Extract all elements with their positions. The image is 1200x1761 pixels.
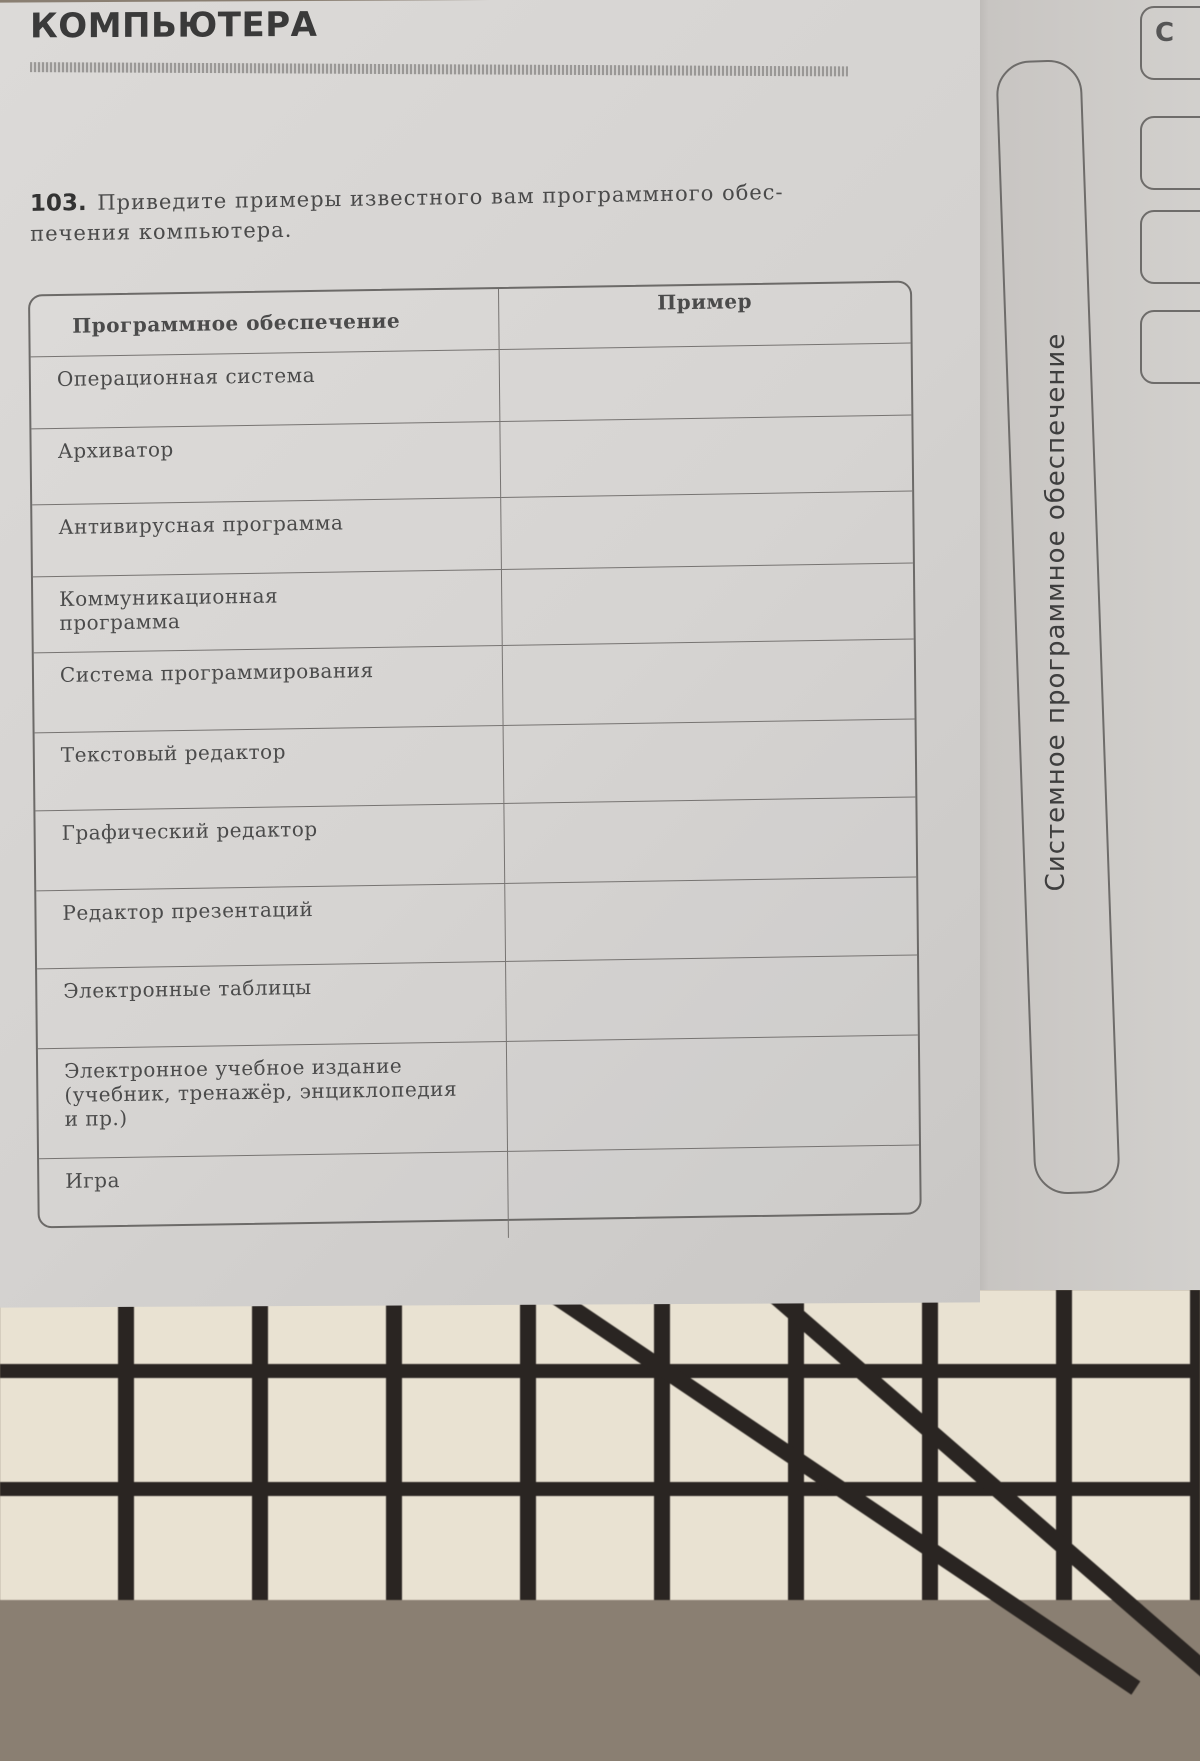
software-cell: Антивирусная программа bbox=[32, 498, 501, 577]
software-cell: Архиватор bbox=[31, 422, 500, 505]
example-cell[interactable] bbox=[506, 1035, 919, 1151]
software-cell: Графический редактор bbox=[35, 803, 504, 890]
table-row bbox=[33, 563, 914, 653]
software-cell: Операционная система bbox=[31, 350, 500, 429]
example-cell[interactable] bbox=[500, 415, 912, 497]
example-cell[interactable] bbox=[502, 639, 914, 725]
table-row bbox=[36, 877, 917, 969]
example-cell[interactable] bbox=[501, 563, 913, 645]
corner-tab bbox=[1140, 210, 1200, 284]
table-row bbox=[32, 491, 913, 577]
example-cell[interactable] bbox=[501, 491, 913, 569]
example-cell[interactable] bbox=[504, 797, 916, 883]
example-cell[interactable] bbox=[506, 955, 918, 1041]
table-row bbox=[34, 639, 915, 733]
table-row bbox=[31, 415, 912, 505]
table-row bbox=[31, 343, 912, 429]
table-row bbox=[39, 1145, 920, 1245]
software-cell: Редактор презентаций bbox=[36, 883, 505, 968]
software-cell: Коммуникационная программа bbox=[33, 569, 502, 652]
chapter-title: КОМПЬЮТЕРА bbox=[30, 4, 318, 47]
software-cell: Электронные таблицы bbox=[37, 961, 506, 1048]
corner-tab bbox=[1140, 116, 1200, 190]
software-table bbox=[28, 281, 922, 1229]
table-row bbox=[35, 797, 916, 891]
example-cell[interactable] bbox=[508, 1145, 920, 1237]
header-example: Пример bbox=[498, 283, 910, 350]
software-cell: Игра bbox=[39, 1151, 508, 1244]
task-number: 103. bbox=[29, 189, 87, 217]
software-cell: Электронное учебное издание (учебник, тренажёр, энциклопедия и пр.) bbox=[38, 1041, 508, 1158]
example-cell[interactable] bbox=[503, 719, 915, 803]
task bbox=[30, 176, 881, 249]
corner-letter: С bbox=[1155, 18, 1175, 48]
side-tab-label: Системное программное обеспечение bbox=[1041, 332, 1071, 892]
task-text: Приведите примеры известного вам программного обес-печения компьютера. bbox=[30, 180, 784, 246]
header-rule bbox=[30, 62, 848, 76]
software-cell: Система программирования bbox=[34, 645, 503, 732]
table-row bbox=[35, 719, 916, 811]
carpet-background bbox=[0, 1290, 1200, 1600]
header-software: Программное обеспечение bbox=[30, 289, 499, 357]
corner-tab bbox=[1140, 310, 1200, 384]
table-row bbox=[38, 1035, 919, 1159]
software-cell: Текстовый редактор bbox=[35, 725, 504, 810]
carpet-stripe bbox=[770, 1290, 1200, 1761]
example-cell[interactable] bbox=[505, 877, 917, 961]
table-row bbox=[37, 955, 918, 1049]
example-cell[interactable] bbox=[499, 343, 911, 421]
